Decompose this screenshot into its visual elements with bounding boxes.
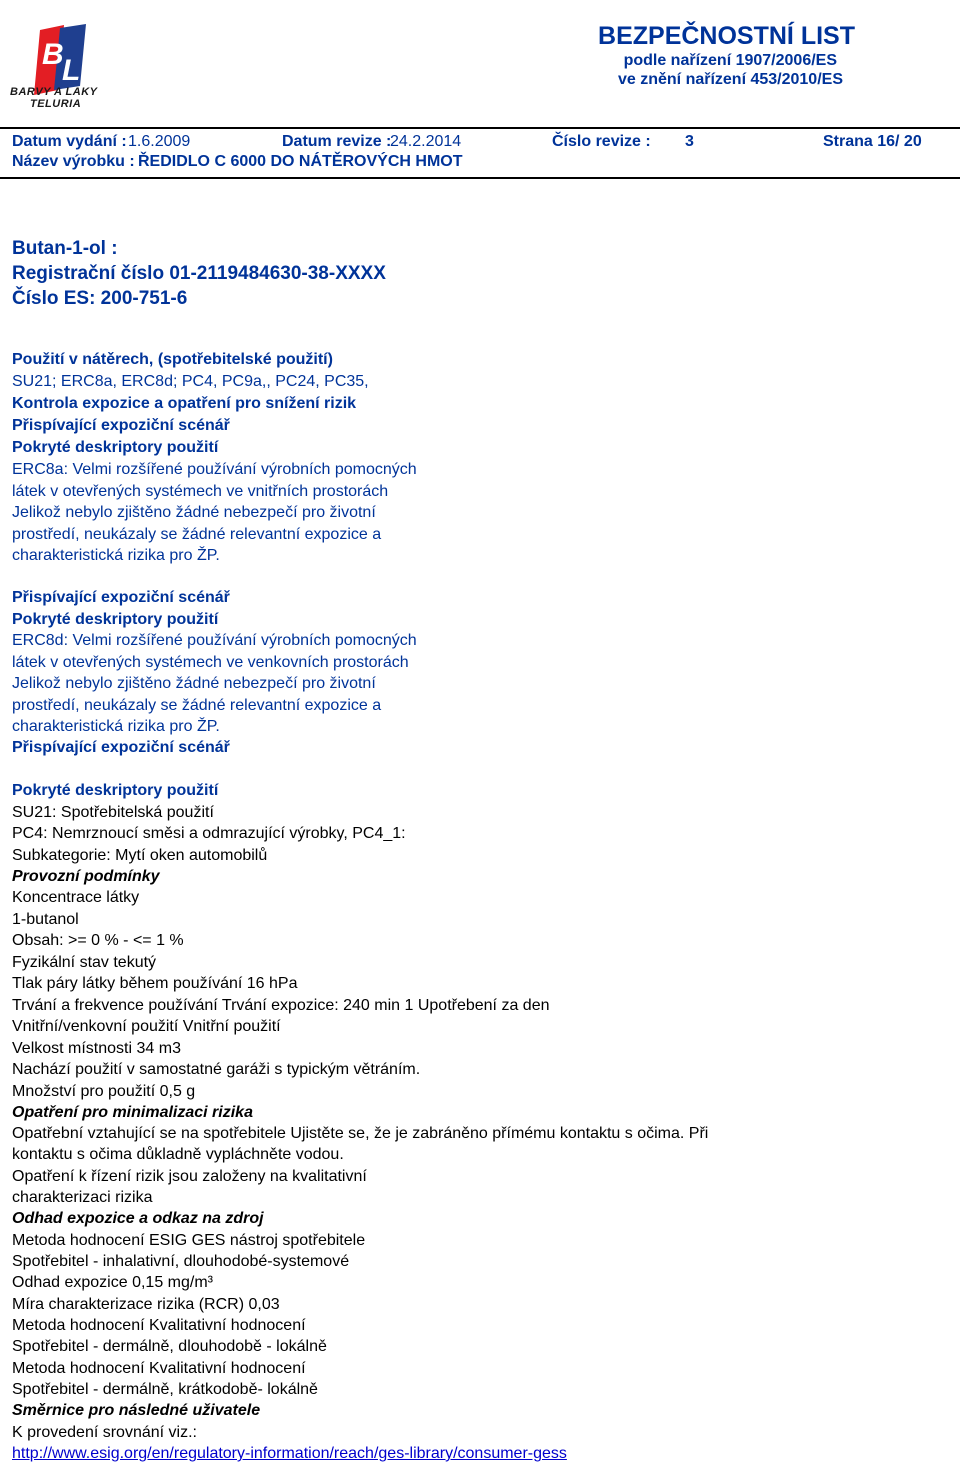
erc8d-line: prostředí, neukázaly se žádné relevantní expozice a [12, 697, 382, 714]
use-descriptors-heading: Pokryté deskriptory použití [12, 782, 219, 799]
product-name-label: Název výrobku : [12, 153, 135, 170]
erc8d-line: charakteristická rizika pro ŽP. [12, 718, 220, 735]
measures-line: Opatřební vztahující se na spotřebitele Ujistěte se, že je zabráněno přímému kontaktu s očima. Při [12, 1125, 709, 1142]
logo-line2: TELURIA [30, 98, 82, 110]
room-size-line: Velkost místnosti 34 m3 [12, 1040, 181, 1057]
measures-line: kontaktu s očima důkladně vypláchněte vodou. [12, 1146, 344, 1163]
substance-name: Butan-1-ol : [12, 238, 118, 259]
erc8a-line: prostředí, neukázaly se žádné relevantní expozice a [12, 526, 382, 543]
revision-date-label: Datum revize : [282, 133, 392, 150]
issue-date-label: Datum vydání : [12, 133, 127, 150]
subcategory-line: Subkategorie: Mytí oken automobilů [12, 847, 268, 864]
svg-text:L: L [62, 54, 81, 87]
erc8a-line: ERC8a: Velmi rozšířené používání výrobních pomocných [12, 461, 417, 478]
estimate-line: Odhad expozice 0,15 mg/m³ [12, 1274, 213, 1291]
esig-ges-link[interactable]: http://www.esig.org/en/regulatory-information/reach/ges-library/consumer-gess [12, 1445, 567, 1462]
estimate-line: Spotřebitel - dermálně, dlouhodobě - lokálně [12, 1338, 327, 1355]
garage-line: Nachází použití v samostatné garáži s typickým větráním. [12, 1061, 421, 1078]
contributing-scenario-heading: Přispívající expoziční scénář [12, 589, 230, 606]
use-descriptors-heading: Pokryté deskriptory použití [12, 439, 219, 456]
erc8a-line: charakteristická rizika pro ŽP. [12, 547, 220, 564]
logo-line1: BARVY A LAKY [10, 86, 98, 98]
vapour-pressure-line: Tlak páry látky během používání 16 hPa [12, 975, 298, 992]
downstream-guidance-heading: Směrnice pro následné uživatele [12, 1402, 261, 1419]
indoor-use-line: Vnitřní/venkovní použití Vnitřní použití [12, 1018, 281, 1035]
scenario-codes: SU21; ERC8a, ERC8d; PC4, PC9a,, PC24, PC35, [12, 373, 369, 390]
estimate-line: Míra charakterizace rizika (RCR) 0,03 [12, 1296, 280, 1313]
exposure-estimate-heading: Odhad expozice a odkaz na zdroj [12, 1210, 264, 1227]
erc8d-line: látek v otevřených systémech ve venkovních prostorách [12, 654, 409, 671]
registration-number: Registrační číslo 01-2119484630-38-XXXX [12, 263, 386, 284]
su21-line: SU21: Spotřebitelská použití [12, 804, 214, 821]
exposure-control-heading: Kontrola expozice a opatření pro snížení rizik [12, 395, 357, 412]
erc8a-line: látek v otevřených systémech ve vnitřních prostorách [12, 483, 389, 500]
revision-number-label: Číslo revize : [552, 133, 651, 150]
erc8a-line: Jelikož nebylo zjištěno žádné nebezpečí pro životní [12, 504, 376, 521]
duration-line: Trvání a frekvence používání Trvání expozice: 240 min 1 Upotřebení za den [12, 997, 550, 1014]
estimate-line: Spotřebitel - inhalativní, dlouhodobé-systemové [12, 1253, 350, 1270]
amount-line: Množství pro použití 0,5 g [12, 1083, 196, 1100]
scenario-title: Použití v nátěrech, (spotřebitelské použití) [12, 351, 333, 368]
erc8d-line: ERC8d: Velmi rozšířené používání výrobních pomocných [12, 632, 417, 649]
document-subtitle-regulation: podle nařízení 1907/2006/ES [623, 52, 837, 69]
contributing-scenario-heading: Přispívající expoziční scénář [12, 739, 230, 756]
estimate-line: Metoda hodnocení Kvalitativní hodnocení [12, 1317, 306, 1334]
measures-line: charakterizaci rizika [12, 1189, 153, 1206]
risk-measures-heading: Opatření pro minimalizaci rizika [12, 1104, 253, 1121]
physical-state-line: Fyzikální stav tekutý [12, 954, 157, 971]
revision-date-value: 24.2.2014 [390, 133, 462, 150]
guidance-line: K provedení srovnání viz.: [12, 1424, 197, 1441]
measures-line: Opatření k řízení rizik jsou založeny na kvalitativní [12, 1168, 367, 1185]
page-number: Strana 16/ 20 [823, 133, 922, 150]
contributing-scenario-heading: Přispívající expoziční scénář [12, 417, 230, 434]
es-number: Číslo ES: 200-751-6 [12, 288, 188, 309]
butanol-line: 1-butanol [12, 911, 79, 928]
content-line: Obsah: >= 0 % - <= 1 % [12, 932, 184, 949]
estimate-line: Spotřebitel - dermálně, krátkodobě- lokálně [12, 1381, 318, 1398]
issue-date-value: 1.6.2009 [128, 133, 191, 150]
estimate-line: Metoda hodnocení ESIG GES nástroj spotřebitele [12, 1232, 366, 1249]
use-descriptors-heading: Pokryté deskriptory použití [12, 611, 219, 628]
pc4-line: PC4: Nemrznoucí směsi a odmrazující výrobky, PC4_1: [12, 825, 406, 842]
estimate-line: Metoda hodnocení Kvalitativní hodnocení [12, 1360, 306, 1377]
concentration-line: Koncentrace látky [12, 889, 140, 906]
info-bar [0, 127, 960, 179]
operating-conditions-heading: Provozní podmínky [12, 868, 160, 885]
svg-text:B: B [42, 38, 64, 71]
erc8d-line: Jelikož nebylo zjištěno žádné nebezpečí pro životní [12, 675, 376, 692]
document-title: BEZPEČNOSTNÍ LIST [598, 22, 855, 50]
revision-number-value: 3 [685, 133, 694, 150]
product-name-value: ŘEDIDLO C 6000 DO NÁTĚROVÝCH HMOT [138, 153, 463, 170]
document-subtitle-amendment: ve znění nařízení 453/2010/ES [617, 71, 843, 88]
